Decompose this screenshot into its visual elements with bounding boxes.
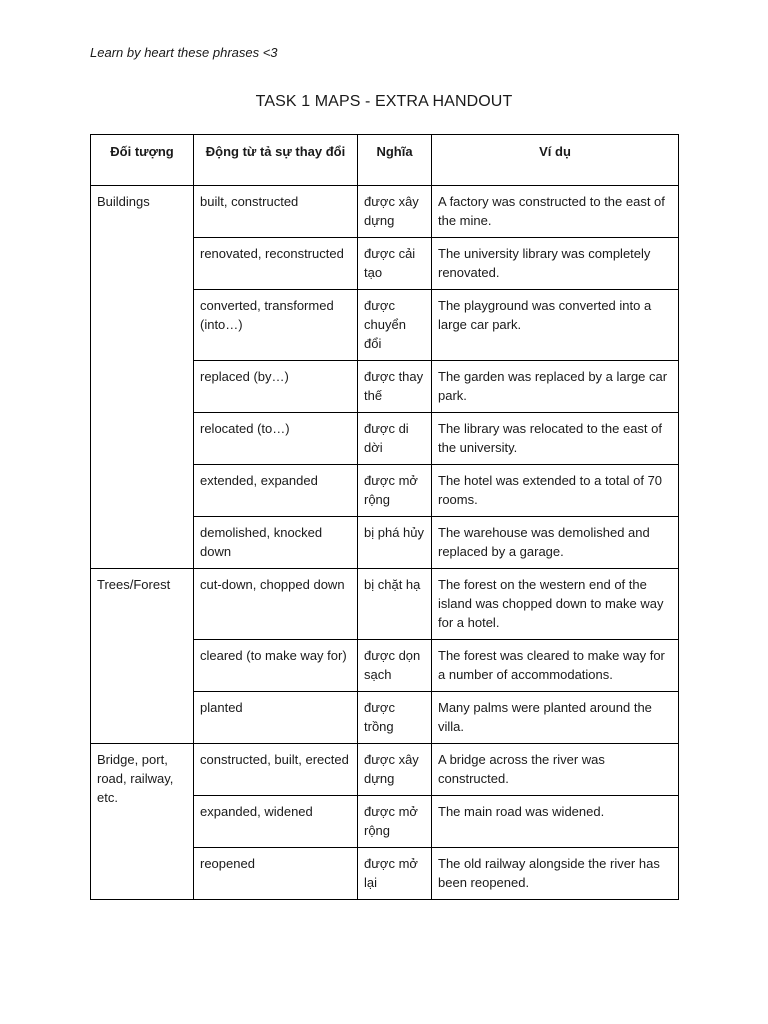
meaning-cell: được trồng xyxy=(358,692,432,744)
table-row xyxy=(91,744,679,796)
verb-cell: constructed, built, erected xyxy=(194,744,358,796)
meaning-cell: được xây dựng xyxy=(358,186,432,238)
example-cell: The university library was completely renovated. xyxy=(432,238,679,290)
header-meaning: Nghĩa xyxy=(358,135,432,186)
table-row xyxy=(91,569,679,640)
meaning-cell: được cải tạo xyxy=(358,238,432,290)
object-cell-trees-forest: Trees/Forest xyxy=(91,569,194,744)
meaning-cell: được xây dựng xyxy=(358,744,432,796)
verb-cell: replaced (by…) xyxy=(194,361,358,413)
example-cell: The warehouse was demolished and replaced by a garage. xyxy=(432,517,679,569)
table-row xyxy=(91,186,679,238)
verb-cell: relocated (to…) xyxy=(194,413,358,465)
example-cell: The forest was cleared to make way for a number of accommodations. xyxy=(432,640,679,692)
verb-cell: planted xyxy=(194,692,358,744)
verb-cell: extended, expanded xyxy=(194,465,358,517)
intro-note: Learn by heart these phrases <3 xyxy=(90,45,278,60)
page-title: TASK 1 MAPS - EXTRA HANDOUT xyxy=(255,93,513,110)
verb-cell: cut-down, chopped down xyxy=(194,569,358,640)
example-cell: A bridge across the river was constructed. xyxy=(432,744,679,796)
verb-cell: reopened xyxy=(194,848,358,900)
meaning-cell: bị chặt hạ xyxy=(358,569,432,640)
meaning-cell: được mở lại xyxy=(358,848,432,900)
header-row xyxy=(91,135,679,186)
meaning-cell: được di dời xyxy=(358,413,432,465)
table-body xyxy=(91,186,679,900)
meaning-cell: được dọn sạch xyxy=(358,640,432,692)
header-example: Ví dụ xyxy=(432,135,679,186)
meaning-cell: được chuyển đổi xyxy=(358,290,432,361)
verb-cell: cleared (to make way for) xyxy=(194,640,358,692)
example-cell: The library was relocated to the east of the university. xyxy=(432,413,679,465)
verb-cell: expanded, widened xyxy=(194,796,358,848)
meaning-cell: được mở rộng xyxy=(358,796,432,848)
verb-cell: built, constructed xyxy=(194,186,358,238)
vocabulary-table xyxy=(90,134,679,900)
object-cell-infrastructure: Bridge, port, road, railway, etc. xyxy=(91,744,194,900)
example-cell: The forest on the western end of the island was chopped down to make way for a hotel. xyxy=(432,569,679,640)
example-cell: The playground was converted into a large car park. xyxy=(432,290,679,361)
meaning-cell: bị phá hủy xyxy=(358,517,432,569)
verb-cell: converted, transformed (into…) xyxy=(194,290,358,361)
table-header xyxy=(91,135,679,186)
meaning-cell: được thay thế xyxy=(358,361,432,413)
example-cell: The old railway alongside the river has been reopened. xyxy=(432,848,679,900)
verb-cell: renovated, reconstructed xyxy=(194,238,358,290)
object-cell-buildings: Buildings xyxy=(91,186,194,569)
header-object: Đối tượng xyxy=(91,135,194,186)
example-cell: A factory was constructed to the east of the mine. xyxy=(432,186,679,238)
meaning-cell: được mở rộng xyxy=(358,465,432,517)
example-cell: The hotel was extended to a total of 70 rooms. xyxy=(432,465,679,517)
verb-cell: demolished, knocked down xyxy=(194,517,358,569)
example-cell: Many palms were planted around the villa. xyxy=(432,692,679,744)
header-verb: Động từ tả sự thay đổi xyxy=(194,135,358,186)
example-cell: The garden was replaced by a large car park. xyxy=(432,361,679,413)
example-cell: The main road was widened. xyxy=(432,796,679,848)
